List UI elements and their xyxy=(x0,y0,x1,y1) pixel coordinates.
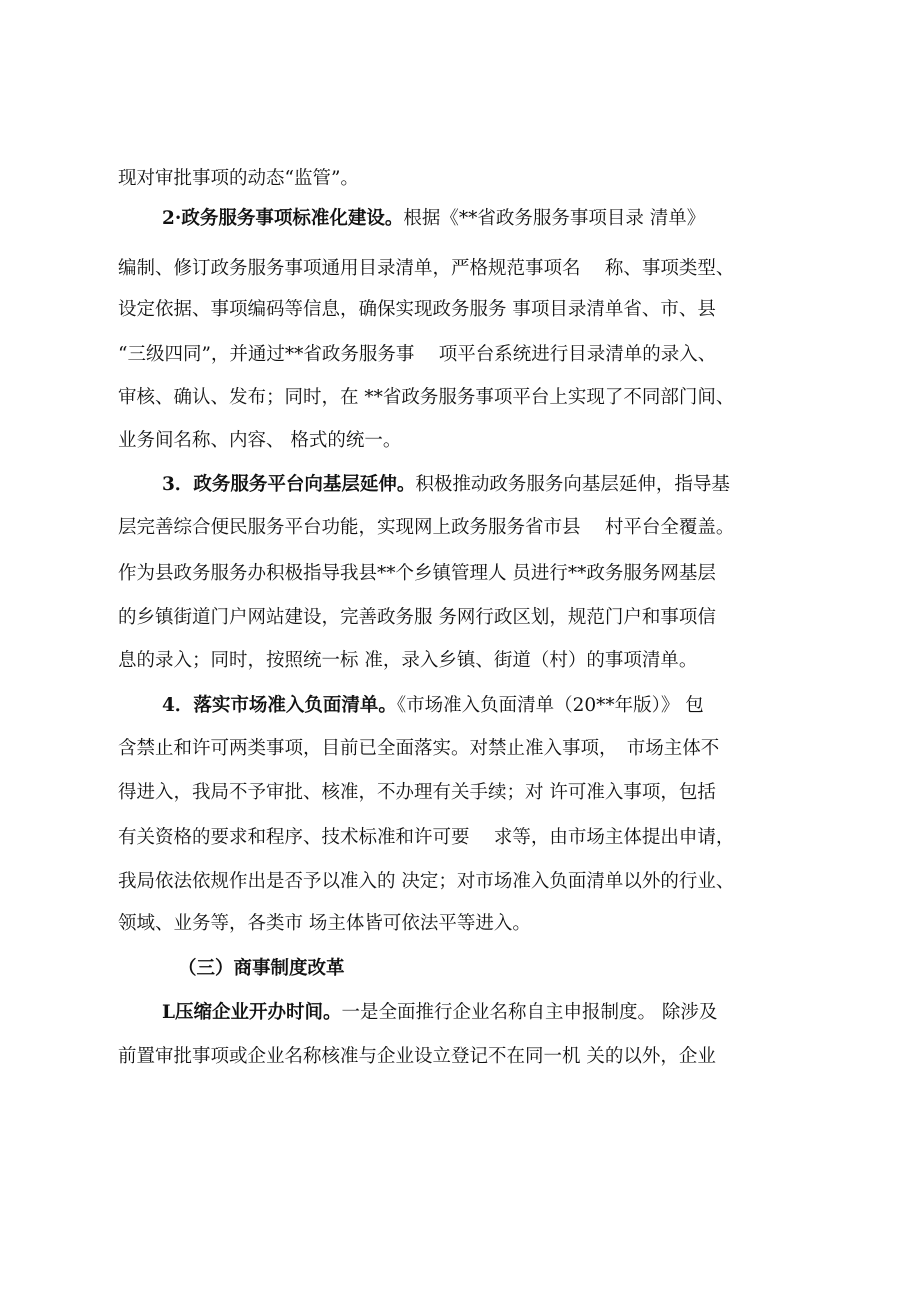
heading-line-2 xyxy=(162,205,818,233)
text-run: 一是全面推行企业名称自主申报制度。 除涉及 xyxy=(341,1002,718,1023)
text-line xyxy=(118,384,818,412)
text-line xyxy=(118,735,818,763)
text-run: 领域、业务等，各类市 场主体皆可依法平等进入。 xyxy=(118,913,531,934)
text-run: 有关资格的要求和程序、技术标准和许可要 求等，由市场主体提出申请， xyxy=(118,827,735,848)
text-line xyxy=(118,341,818,369)
text-line xyxy=(118,1043,818,1071)
heading-run: 4．落实市场准入负面清单。 xyxy=(162,695,397,716)
text-line xyxy=(118,779,818,807)
text-run: 息的录入；同时，按照统一标 准，录入乡镇、街道（村）的事项清单。 xyxy=(118,650,698,671)
heading-line-4 xyxy=(162,692,818,720)
text-run: 业务间名称、内容、 格式的统一。 xyxy=(118,430,402,451)
text-run: 编制、修订政务服务事项通用目录清单，严格规范事项名 称、事项类型、 xyxy=(118,258,735,279)
section-heading xyxy=(178,955,818,983)
heading-line-3 xyxy=(162,471,818,499)
text-run: 积极推动政务服务向基层延伸，指导基 xyxy=(415,474,730,495)
text-run: 《市场准入负面清单（20**年版）》 包 xyxy=(396,695,704,716)
heading-line-L xyxy=(162,999,818,1027)
section-title: （三）商事制度改革 xyxy=(178,958,345,979)
text-run: 层完善综合便民服务平台功能，实现网上政务服务省市县 村平台全覆盖。 xyxy=(118,517,735,538)
text-run: 设定依据、事项编码等信息，确保实现政务服务 事项目录清单省、市、县 xyxy=(118,299,716,320)
text-run: 根据《**省政务服务事项目录 清单》 xyxy=(403,208,706,229)
text-line xyxy=(118,427,818,455)
text-line xyxy=(118,514,818,542)
text-run: 含禁止和许可两类事项，目前已全面落实。对禁止准入事项， 市场主体不 xyxy=(118,738,720,759)
text-run: 的乡镇街道门户网站建设，完善政务服 务网行政区划，规范门户和事项信 xyxy=(118,607,716,628)
text-line xyxy=(118,560,818,588)
text-run: 作为县政务服务办积极指导我县**个乡镇管理人 员进行**政务服务网基层 xyxy=(118,563,716,584)
heading-run: 3．政务服务平台向基层延伸。 xyxy=(162,474,416,495)
text-run: 前置审批事项或企业名称核准与企业设立登记不在同一机 关的以外，企业 xyxy=(118,1046,716,1067)
text-run: “三级四同”，并通过**省政务服务事 项平台系统进行目录清单的录入、 xyxy=(118,344,717,365)
text-line xyxy=(118,868,818,896)
text-run: 现对审批事项的动态“监管”。 xyxy=(118,168,359,189)
heading-run: 2·政务服务事项标准化建设。 xyxy=(162,208,404,229)
text-line xyxy=(118,647,818,675)
text-line xyxy=(118,824,818,852)
text-run: 审核、确认、发布；同时，在 **省政务服务事项平台上实现了不同部门间、 xyxy=(118,387,735,408)
text-line xyxy=(118,165,818,193)
text-run: 我局依法依规作出是否予以准入的 决定；对市场准入负面清单以外的行业、 xyxy=(118,871,735,892)
text-line xyxy=(118,255,818,283)
text-line xyxy=(118,910,818,938)
heading-run: L压缩企业开办时间。 xyxy=(162,1002,342,1023)
text-line xyxy=(118,296,818,324)
text-line xyxy=(118,604,818,632)
text-run: 得进入，我局不予审批、核准，不办理有关手续；对 许可准入事项，包括 xyxy=(118,782,716,803)
